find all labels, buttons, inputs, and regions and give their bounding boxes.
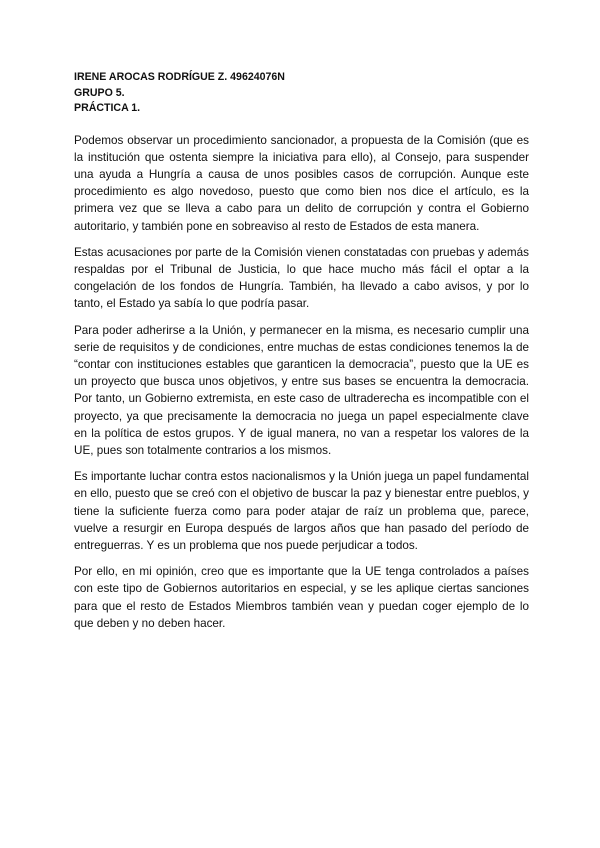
paragraph-2: Estas acusaciones por parte de la Comisión vienen constatadas con pruebas y además respaldas por el Tribunal de Justicia, lo que hace mucho más fácil el optar a la congelación de los fondos de Hungría. También, ha llevado a cabo avisos, y por lo tanto, el Estado ya sabía lo que podría pasar.: [74, 245, 529, 311]
document-page: [74, 70, 529, 641]
author-line: IRENE AROCAS RODRÍGUE Z. 49624076N: [74, 71, 285, 83]
document-header: [74, 70, 529, 117]
paragraph-5: Por ello, en mi opinión, creo que es importante que la UE tenga controlados a países con este tipo de Gobiernos autoritarios en especial, y se les aplique ciertas sanciones para que el resto de Estados Miembros también vean y puedan coger ejemplo de lo que deben y no deben hacer.: [74, 565, 529, 630]
group-line: GRUPO 5.: [74, 86, 125, 99]
paragraph-4: Es importante luchar contra estos nacionalismos y la Unión juega un papel fundamental en ello, puesto que se creó con el objetivo de buscar la paz y bienestar entre pueblos, y tiene la suficiente fuerza como para poder atajar de raíz un problema que, parece, vuelve a resurgir en Europa después de largos años que han pasado del período de entreguerras. Y es un problema que nos puede perjudicar a todos.: [74, 470, 529, 552]
practice-title: PRÁCTICA 1.: [74, 102, 141, 114]
paragraph-3: Para poder adherirse a la Unión, y permanecer en la misma, es necesario cumplir una serie de requisitos y de condiciones, entre muchas de estas condiciones tenemos la de “contar con instituciones estables que garanticen la democracia”, puesto que la UE es un proyecto que busca unos objetivos, y entre sus bases se encuentra la democracia. Por tanto, un Gobierno extremista, en este caso de ultraderecha es incompatible con el proyecto, ya que precisamente la democracia no juega un papel especialmente clave en la política de estos grupos. Y de igual manera, no van a respetar los valores de la UE, pues son totalmente contrarios a los mismos.: [74, 323, 529, 457]
paragraph-1: Podemos observar un procedimiento sancionador, a propuesta de la Comisión (que es la institución que ostenta siempre la iniciativa para ello), al Consejo, para suspender una ayuda a Hungría a causa de unos posibles casos de corrupción. Aunque este procedimiento es algo novedoso, puesto que como bien nos dice el artículo, es la primera vez que se lleva a cabo para un delito de corrupción y contra el Gobierno autoritario, y también pone en sobreaviso al resto de Estados de esta manera.: [74, 133, 529, 233]
document-body: [74, 132, 529, 632]
